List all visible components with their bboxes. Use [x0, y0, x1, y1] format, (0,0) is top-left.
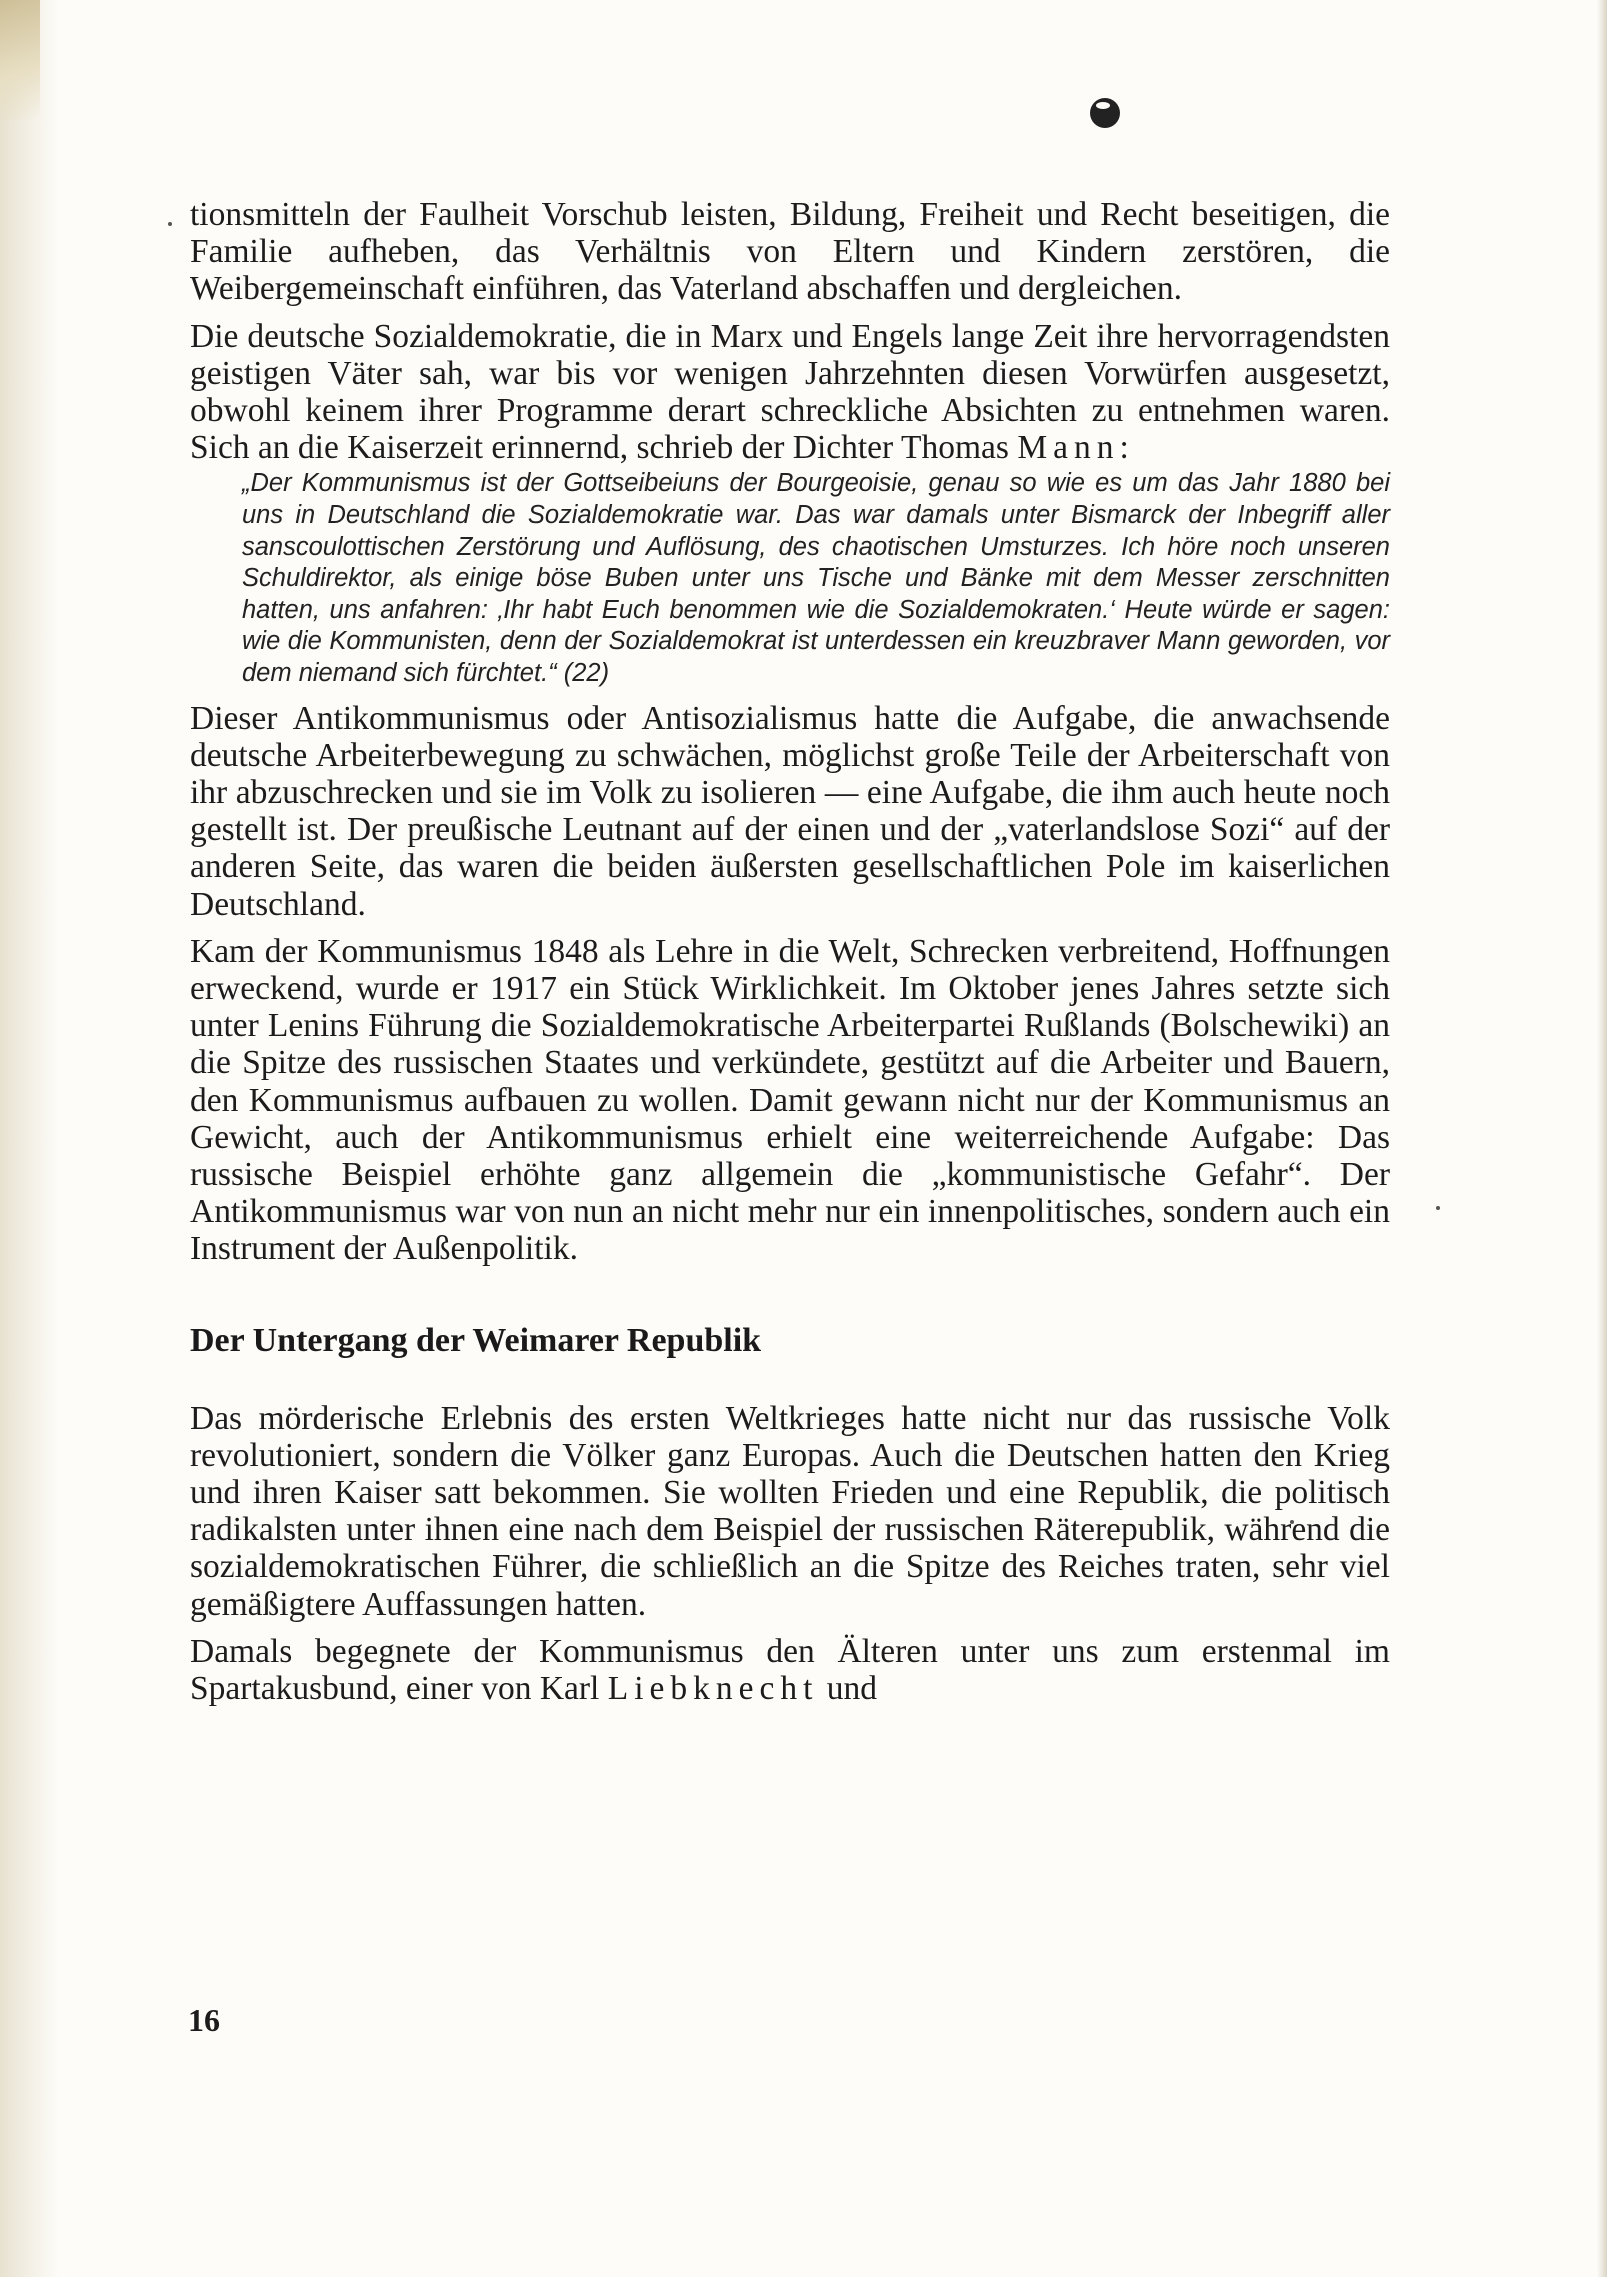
paragraph: Dieser Antikommunismus oder Antisozialismus hatte die Aufgabe, die anwachsende deutsche Arbeiterbewegung zu schwächen, möglichst große Teile der Arbeiterschaft von ihr abzuschrecken und sie im Volk zu isolieren — eine Aufgabe, die ihm auch heute noch gestellt ist. Der preußische Leutnant auf der einen und der „vaterlandslose Sozi“ auf der anderen Seite, das waren die beiden äußersten gesellschaftlichen Pole im kaiserlichen Deutschland.: [190, 699, 1390, 923]
speck: [1436, 1206, 1440, 1210]
person-name: Liebknecht: [607, 1670, 819, 1708]
page-gutter-shadow: [0, 0, 60, 2277]
author-colon: :: [1119, 429, 1129, 467]
paragraph: [190, 1633, 1390, 1707]
block-quote: „Der Kommunismus ist der Gottseibeiuns der Bourgeoisie, genau so wie es um das Jahr 1880 bei uns in Deutschland die Sozialdemokratie war. Das war damals unter Bismarck der Inbegriff aller sanscoulottischen Zerstörung und Auflösung, des chaotischen Umsturzes. Ich höre noch unseren Schuldirektor, als einige böse Buben unter uns Tische und Bänke mit dem Messer zerschnitten hatten, uns anfahren: ‚Ihr habt Euch benommen wie die Sozialdemokraten.‘ Heute würde er sagen: wie die Kommunisten, denn der Sozialdemokrat ist unterdessen ein kreuzbraver Mann geworden, vor dem niemand sich fürchtet.“ (22): [242, 469, 1390, 687]
speck: [168, 222, 172, 226]
paragraph-text-end: und: [826, 1670, 878, 1708]
paragraph-text: Die deutsche Sozialdemokratie, die in Marx und Engels lange Zeit ihre hervorragendsten geistigen Väter sah, war bis vor wenigen Jahrzehnten diesen Vorwürfen ausgesetzt, obwohl keinem ihrer Programme derart schreckliche Absichten zu entnehmen waren. Sich an die Kaiserzeit erinnernd, schrieb der Dichter: [190, 317, 1390, 467]
paragraph: Kam der Kommunismus 1848 als Lehre in die Welt, Schrecken verbreitend, Hoffnungen erweckend, wurde er 1917 ein Stück Wirklichkeit. Im Oktober jenes Jahres setzte sich unter Lenins Führung die Sozialdemokratische Arbeiterpartei Rußlands (Bolschewiki) an die Spitze des russischen Staates und verkündete, gestützt auf die Arbeiter und Bauern, den Kommunismus aufbauen zu wollen. Damit gewann nicht nur der Kommunismus an Gewicht, auch der Antikommunismus erhielt eine weiterreichende Aufgabe: Das russische Beispiel erhöhte ganz allgemein die „kommunistische Gefahr“. Der Antikommunismus war von nun an nicht mehr nur ein innenpolitisches, sondern auch ein Instrument der Außenpolitik.: [190, 932, 1390, 1268]
corner-stain: [0, 0, 40, 120]
ink-blot-mark: [1090, 98, 1120, 128]
page-number: 16: [188, 2002, 220, 2038]
paragraph: Das mörderische Erlebnis des ersten Weltkrieges hatte nicht nur das russische Volk revolutioniert, sondern die Völker ganz Europas. Auch die Deutschen hatten den Krieg und ihren Kaiser satt bekommen. Sie wollten Frieden und eine Republik, die politisch radikalsten unter ihnen eine nach dem Beispiel der russischen Räterepublik, während die sozialdemokratischen Führer, die schließlich an die Spitze des Reiches traten, sehr viel gemäßigtere Auffassungen hatten.: [190, 1399, 1390, 1623]
page-body: [190, 196, 1390, 1707]
author-surname: Mann: [1017, 429, 1120, 467]
paragraph-text: Damals begegnete der Kommunismus den Älteren unter uns zum erstenmal im Spartakusbund, einer von Karl: [190, 1632, 1390, 1708]
section-heading: Der Untergang der Weimarer Republik: [190, 1321, 762, 1359]
author-first-name: Thomas: [901, 429, 1009, 467]
paragraph: [190, 318, 1390, 467]
page-edge: [1597, 0, 1607, 2277]
paragraph: tionsmitteln der Faulheit Vorschub leisten, Bildung, Freiheit und Recht beseitigen, die Familie aufheben, das Verhältnis von Eltern und Kindern zerstören, die Weibergemeinschaft einführen, das Vaterland abschaffen und dergleichen.: [190, 196, 1390, 308]
